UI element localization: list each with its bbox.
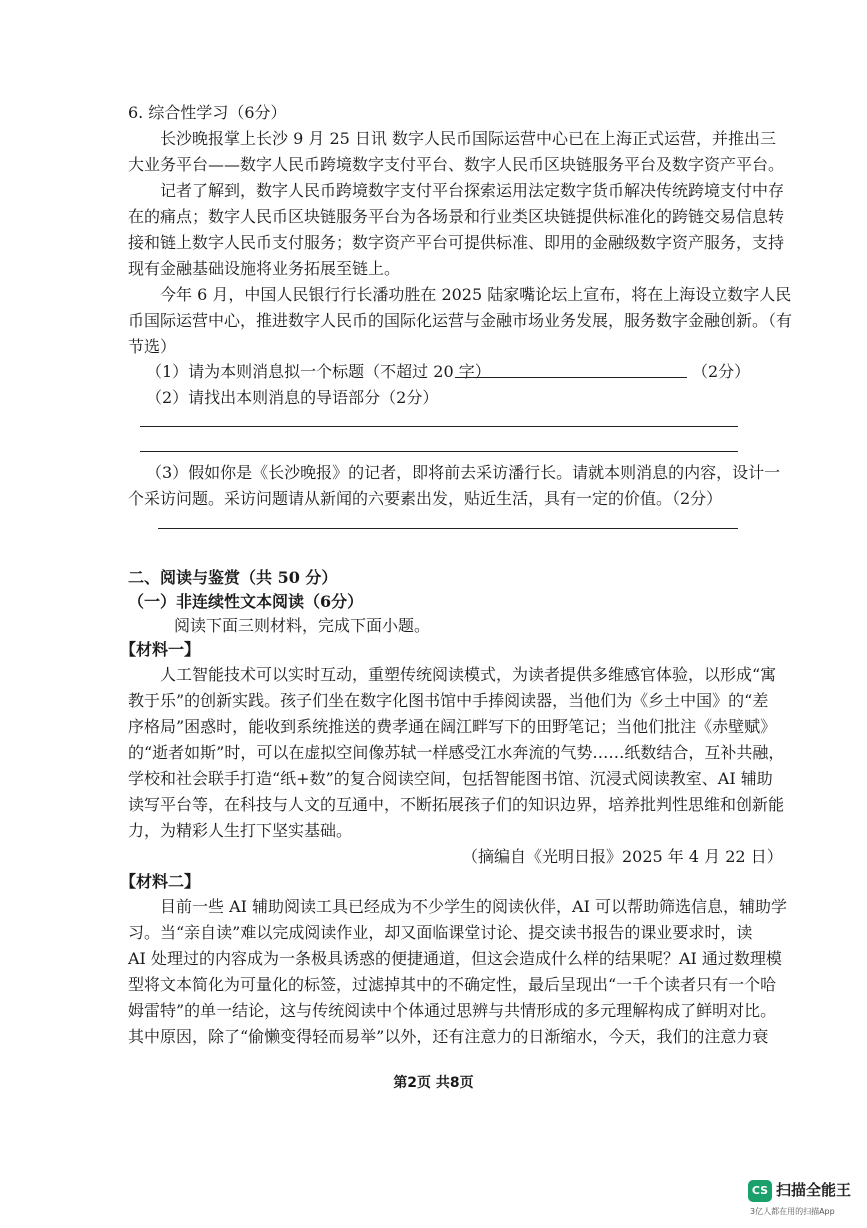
- material2-line4: 型将文本简化为可量化的标签，过滤掉其中的不确定性，最后呈现出“一千个读者只有一个哈: [128, 975, 777, 994]
- material2-line3: AI 处理过的内容成为一条极具诱惑的便捷通道，但这会造成什么样的结果呢？AI 通过数理模: [128, 949, 782, 968]
- material2-line2: 习。当“亲自读”难以完成阅读作业，却又面临课堂讨论、提交读书报告的课业要求时，读: [128, 923, 753, 942]
- section2-heading: 二、阅读与鉴赏（共 50 分）: [128, 568, 338, 587]
- q6-sub2-answer-line-1[interactable]: [140, 426, 738, 427]
- q6-para3-line3: 节选）: [128, 337, 177, 356]
- q6-para2-line4: 现有金融基础设施将业务拓展至链上。: [128, 259, 401, 278]
- material2-line5: 姆雷特”的单一结论，这与传统阅读中个体通过思辨与共情形成的多元理解构成了鲜明对比。: [128, 1001, 777, 1020]
- q6-sub3-line2: 个采访问题。采访问题请从新闻的六要素出发，贴近生活，具有一定的价值。（2分）: [128, 489, 723, 508]
- material1-line4: 的“逝者如斯”时，可以在虚拟空间像苏轼一样感受江水奔流的气势……纸数结合，互补共融，: [128, 743, 785, 762]
- material1-line3: 序格局”困惑时，能收到系统推送的费孝通在阔江畔写下的田野笔记；当他们批注《赤壁赋》: [128, 717, 777, 736]
- scanner-watermark: [748, 1178, 858, 1222]
- q6-para3-line1: 今年 6 月，中国人民银行行长潘功胜在 2025 陆家嘴论坛上宣布，将在上海设立数字人民: [160, 285, 792, 304]
- page-number: 第2页 共8页: [393, 1075, 474, 1091]
- scanner-tagline: 3亿人都在用的扫描App: [750, 1207, 835, 1216]
- material1-line5: 学校和社会联手打造“纸+数”的复合阅读空间，包括智能图书馆、沉浸式阅读教室、AI 辅助: [128, 769, 773, 788]
- q6-para2-line2: 在的痛点；数字人民币区块链服务平台为各场景和行业类区块链提供标准化的跨链交易信息转: [128, 207, 785, 226]
- q6-sub1-answer-line[interactable]: [455, 377, 687, 378]
- q6-para2-line1: 记者了解到，数字人民币跨境数字支付平台探索运用法定数字货币解决传统跨境支付中存: [160, 181, 785, 200]
- scanner-app-name: 扫描全能王: [776, 1181, 852, 1199]
- material1-line2: 教于乐”的创新实践。孩子们坐在数字化图书馆中手捧阅读器，当他们为《乡土中国》的“差: [128, 691, 769, 710]
- q6-sub3-line1: （3）假如你是《长沙晚报》的记者，即将前去采访潘行长。请就本则消息的内容，设计一: [146, 463, 781, 482]
- q6-sub3-answer-line[interactable]: [158, 528, 738, 529]
- q6-sub1: （1）请为本则消息拟一个标题（不超过 20 字）: [146, 362, 491, 381]
- q6-heading: 6. 综合性学习（6分）: [128, 103, 287, 122]
- scanner-logo-icon: CS: [748, 1180, 772, 1202]
- section2-instruction: 阅读下面三则材料，完成下面小题。: [174, 616, 431, 635]
- material2-line1: 目前一些 AI 辅助阅读工具已经成为不少学生的阅读伙伴，AI 可以帮助筛选信息，辅助学: [160, 897, 788, 916]
- q6-para2-line3: 接和链上数字人民币支付服务；数字资产平台可提供标准、即用的金融级数字资产服务，支持: [128, 233, 785, 252]
- q6-para1-line2: 大业务平台——数字人民币跨境数字支付平台、数字人民币区块链服务平台及数字资产平台。: [128, 155, 785, 174]
- material1-label: 【材料一】: [120, 640, 201, 659]
- material1-source: （摘编自《光明日报》2025 年 4 月 22 日）: [462, 847, 783, 866]
- material1-line6: 读写平台等，在科技与人文的互通中，不断拓展孩子们的知识边界，培养批判性思维和创新能: [128, 795, 785, 814]
- material2-label: 【材料二】: [120, 872, 201, 891]
- material1-line7: 力，为精彩人生打下坚实基础。: [128, 821, 353, 840]
- q6-sub2: （2）请找出本则消息的导语部分（2分）: [146, 388, 439, 407]
- material2-line6: 其中原因，除了“偷懒变得轻而易举”以外，还有注意力的日渐缩水，今天，我们的注意力衰: [128, 1027, 769, 1046]
- q6-sub2-answer-line-2[interactable]: [140, 451, 738, 452]
- q6-para3-line2: 币国际运营中心，推进数字人民币的国际化运营与金融市场业务发展，服务数字金融创新。（有: [128, 311, 793, 330]
- section2-part1-heading: （一）非连续性文本阅读（6分）: [128, 592, 364, 611]
- q6-para1-line1: 长沙晚报掌上长沙 9 月 25 日讯 数字人民币国际运营中心已在上海正式运营，并推出三: [160, 129, 776, 148]
- q6-sub1-score: （2分）: [692, 362, 751, 381]
- material1-line1: 人工智能技术可以实时互动，重塑传统阅读模式，为读者提供多维感官体验，以形成“寓: [160, 665, 777, 684]
